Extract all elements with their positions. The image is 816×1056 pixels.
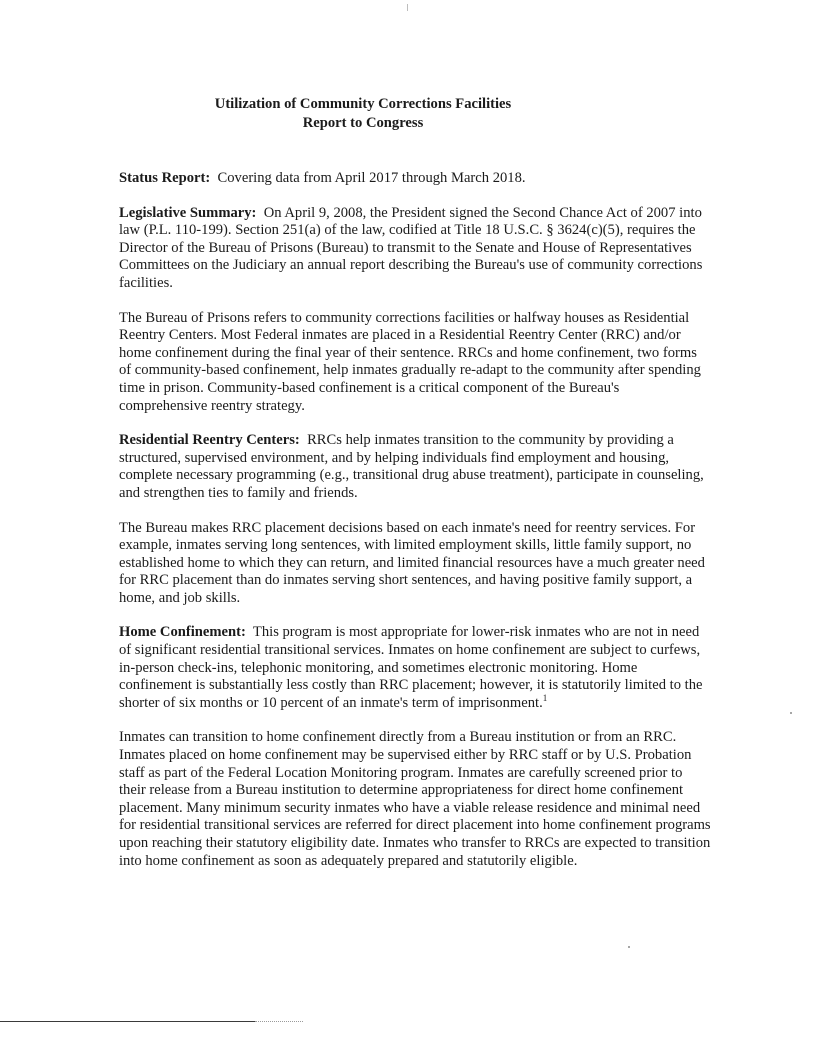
footnote-separator [0, 1021, 255, 1022]
scan-speck [790, 712, 792, 714]
footnote-marker: 1 [542, 692, 548, 703]
title-line-1: Utilization of Community Corrections Facilities [214, 96, 512, 112]
rrc-placement-paragraph: The Bureau makes RRC placement decisions based on each inmate's need for reentry services. For example, inmates serving long sentences, with limited employment skills, little family support, no established home to which they can return, and limited financial resources have a much greater need for RRC placement than do inmates serving short sentences, and having positive family support, a home, and job skills. [119, 519, 705, 606]
legislative-summary-heading: Legislative Summary: [119, 204, 257, 221]
home-confinement-paragraph [119, 624, 711, 712]
report-body [119, 170, 711, 887]
legislative-summary-paragraph [119, 205, 711, 293]
bureau-paragraph: The Bureau of Prisons refers to community corrections facilities or halfway houses as Residential Reentry Centers. Most Federal inmates are placed in a Residential Reentry Center (RRC) and/or home confinement during the final year of their sentence. RRCs and home confinement, two forms of community-based confinement, help inmates gradually re-adapt to the community after spending time in prison. Community-based confinement is a critical component of the Bureau's comprehensive reentry strategy. [119, 309, 701, 414]
home-confinement-heading: Home Confinement: [119, 624, 246, 641]
scan-mark [407, 4, 408, 11]
transition-paragraph: Inmates can transition to home confinement directly from a Bureau institution or from an RRC. Inmates placed on home confinement may be supervised either by RRC staff or by U.S. Probation staff as part of the Federal Location Monitoring program. Inmates are carefully screened prior to their release from a Bureau institution to determine appropriateness for direct home confinement placement. Many minimum security inmates who have a viable release residence and minimal need for residential transitional services are referred for direct placement into home confinement programs upon reaching their statutory eligibility date. Inmates who transfer to RRCs are expected to transition into home confinement as soon as adequately prepared and statutorily eligible. [119, 729, 711, 869]
rrc-paragraph [119, 432, 711, 502]
status-report-text: Covering data from April 2017 through March 2018. [217, 170, 526, 186]
footnote-separator-faint [255, 1021, 303, 1022]
status-report-paragraph [119, 170, 711, 188]
rrc-text: RRCs help inmates transition to the community by providing a structured, supervised environment, and by helping individuals find employment and housing, complete necessary programming (e.g., transitional drug abuse treatment), participate in counseling, and strengthen ties to family and friends. [119, 432, 704, 501]
report-title [0, 95, 726, 133]
home-confinement-text: This program is most appropriate for lower-risk inmates who are not in need of significant residential transitional services. Inmates on home confinement are subject to curfews, in-person check-ins, telephonic monitoring, and sometimes electronic monitoring. Home confinement is substantially less costly than RRC placement; however, it is statutorily limited to the shorter of six months or 10 percent of an inmate's term of imprisonment. [119, 624, 703, 711]
rrc-heading: Residential Reentry Centers: [119, 432, 300, 449]
status-report-heading: Status Report: [119, 170, 211, 186]
scan-speck [628, 946, 630, 948]
title-line-2: Report to Congress [302, 115, 424, 131]
legislative-summary-text: On April 9, 2008, the President signed the Second Chance Act of 2007 into law (P.L. 110-199). Section 251(a) of the law, codified at Title 18 U.S.C. § 3624(c)(5), requires the Director of the Bureau of Prisons (Bureau) to transmit to the Senate and House of Representatives Committees on the Judiciary an annual report describing the Bureau's use of community corrections facilities. [119, 204, 703, 291]
